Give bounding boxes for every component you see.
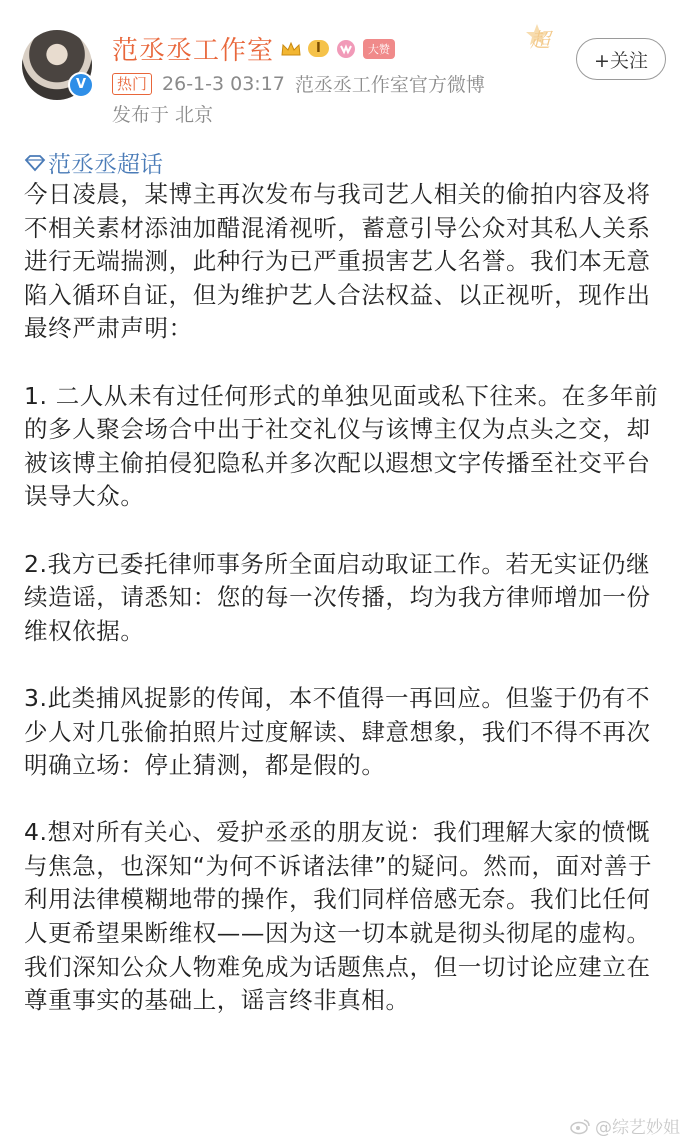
topic-label: 范丞丞超话 xyxy=(48,152,163,178)
post-body xyxy=(24,178,674,1018)
crown-icon xyxy=(280,40,302,58)
post-location: 发布于 北京 xyxy=(112,104,214,126)
post-header xyxy=(0,0,690,150)
paragraph-3: 3.此类捕风捉影的传闻，本不值得一再回应。但鉴于仍有不少人对几张偷拍照片过度解读、肆意想象，我们不得不再次明确立场：停止猜测，都是假的。 xyxy=(24,683,651,780)
paragraph-2: 2.我方已委托律师事务所全面启动取证工作。若无实证仍继续造谣，请悉知：您的每一次传播，均为我方律师增加一份维权依据。 xyxy=(24,549,651,645)
author-name[interactable]: 范丞丞工作室 xyxy=(112,36,275,66)
watermark xyxy=(569,1113,680,1138)
author-row xyxy=(112,30,395,67)
diamond-icon xyxy=(24,154,46,172)
avatar[interactable] xyxy=(22,30,92,100)
topic-link[interactable] xyxy=(24,146,163,179)
meta-row xyxy=(112,70,485,97)
paragraph-intro: 今日凌晨，某博主再次发布与我司艺人相关的偷拍内容及将不相关素材添油加醋混淆视听，蓄意引导公众对其私人关系进行无端揣测，此种行为已严重损害艺人名誉。我们本无意陷入循环自证，但为维护艺人合法权益、以正视听，现作出最终严肃声明： xyxy=(24,180,651,343)
post-source[interactable]: 范丞丞工作室官方微博 xyxy=(294,74,485,96)
timestamp: 26-1-3 03:17 xyxy=(162,72,285,95)
member-icon xyxy=(335,38,357,60)
hot-tag: 热门 xyxy=(112,73,152,95)
verified-icon: V xyxy=(68,72,94,98)
paragraph-4: 4.想对所有关心、爱护丞丞的朋友说：我们理解大家的愤慨与焦急，也深知“为何不诉诸法律”的疑问。然而，面对善于利用法律模糊地带的操作，我们同样倍感无奈。我们比任何人更希望果断维权——因为这一切本就是彻头彻尾的虚构。我们深知公众人物难免成为话题焦点，但一切讨论应建立在尊重事实的基础上，谣言终非真相。 xyxy=(24,818,653,1015)
watermark-text: @综艺妙姐 xyxy=(595,1118,680,1138)
super-topic-deco: 超 xyxy=(530,28,550,52)
weibo-icon xyxy=(569,1117,591,1135)
follow-button[interactable]: +关注 xyxy=(576,38,666,80)
paragraph-1: 1. 二人从未有过任何形式的单独见面或私下往来。在多年前的多人聚会场合中出于社交礼仪与该博主仅为点头之交，却被该博主偷拍侵犯隐私并多次配以遐想文字传播至社交平台误导大众。 xyxy=(24,381,659,511)
fan-badge: 大赞 xyxy=(363,39,395,59)
level-badge: I xyxy=(308,40,329,57)
